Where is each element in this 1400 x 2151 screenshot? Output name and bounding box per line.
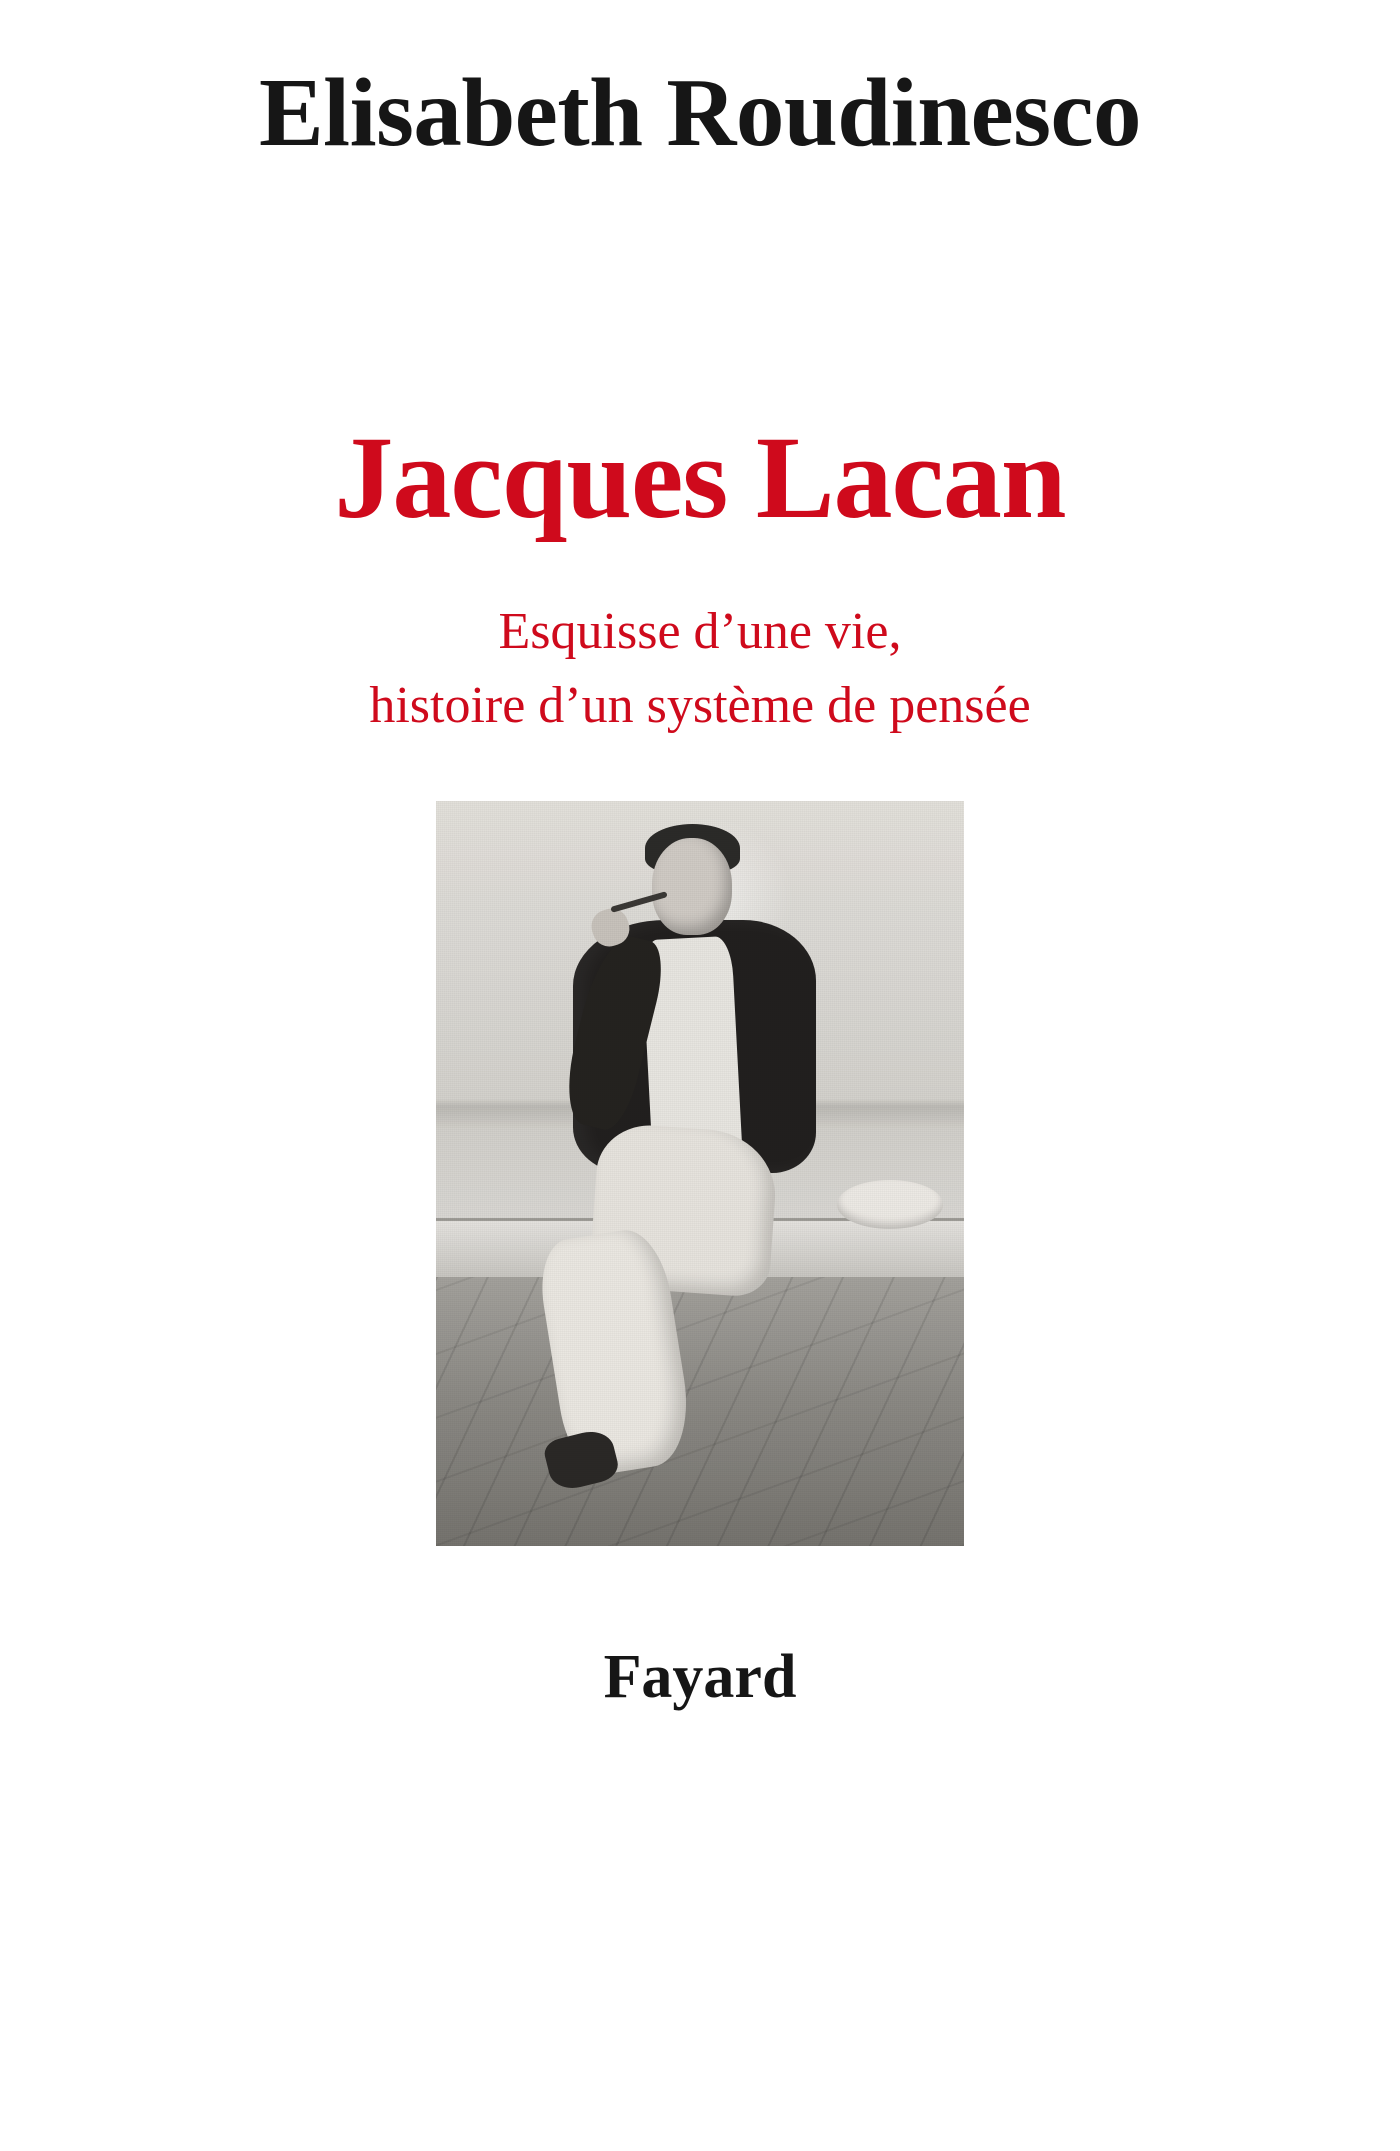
book-subtitle-line-1: Esquisse d’une vie, [498, 602, 902, 660]
book-title: Jacques Lacan [334, 411, 1066, 543]
book-subtitle [0, 595, 1400, 743]
cover-photo [436, 801, 964, 1546]
photo-grain-overlay [436, 801, 964, 1546]
book-subtitle-line-2: histoire d’un système de pensée [369, 676, 1031, 734]
publisher-name: Fayard [603, 1642, 797, 1711]
author-name: Elisabeth Roudinesco [258, 59, 1142, 166]
